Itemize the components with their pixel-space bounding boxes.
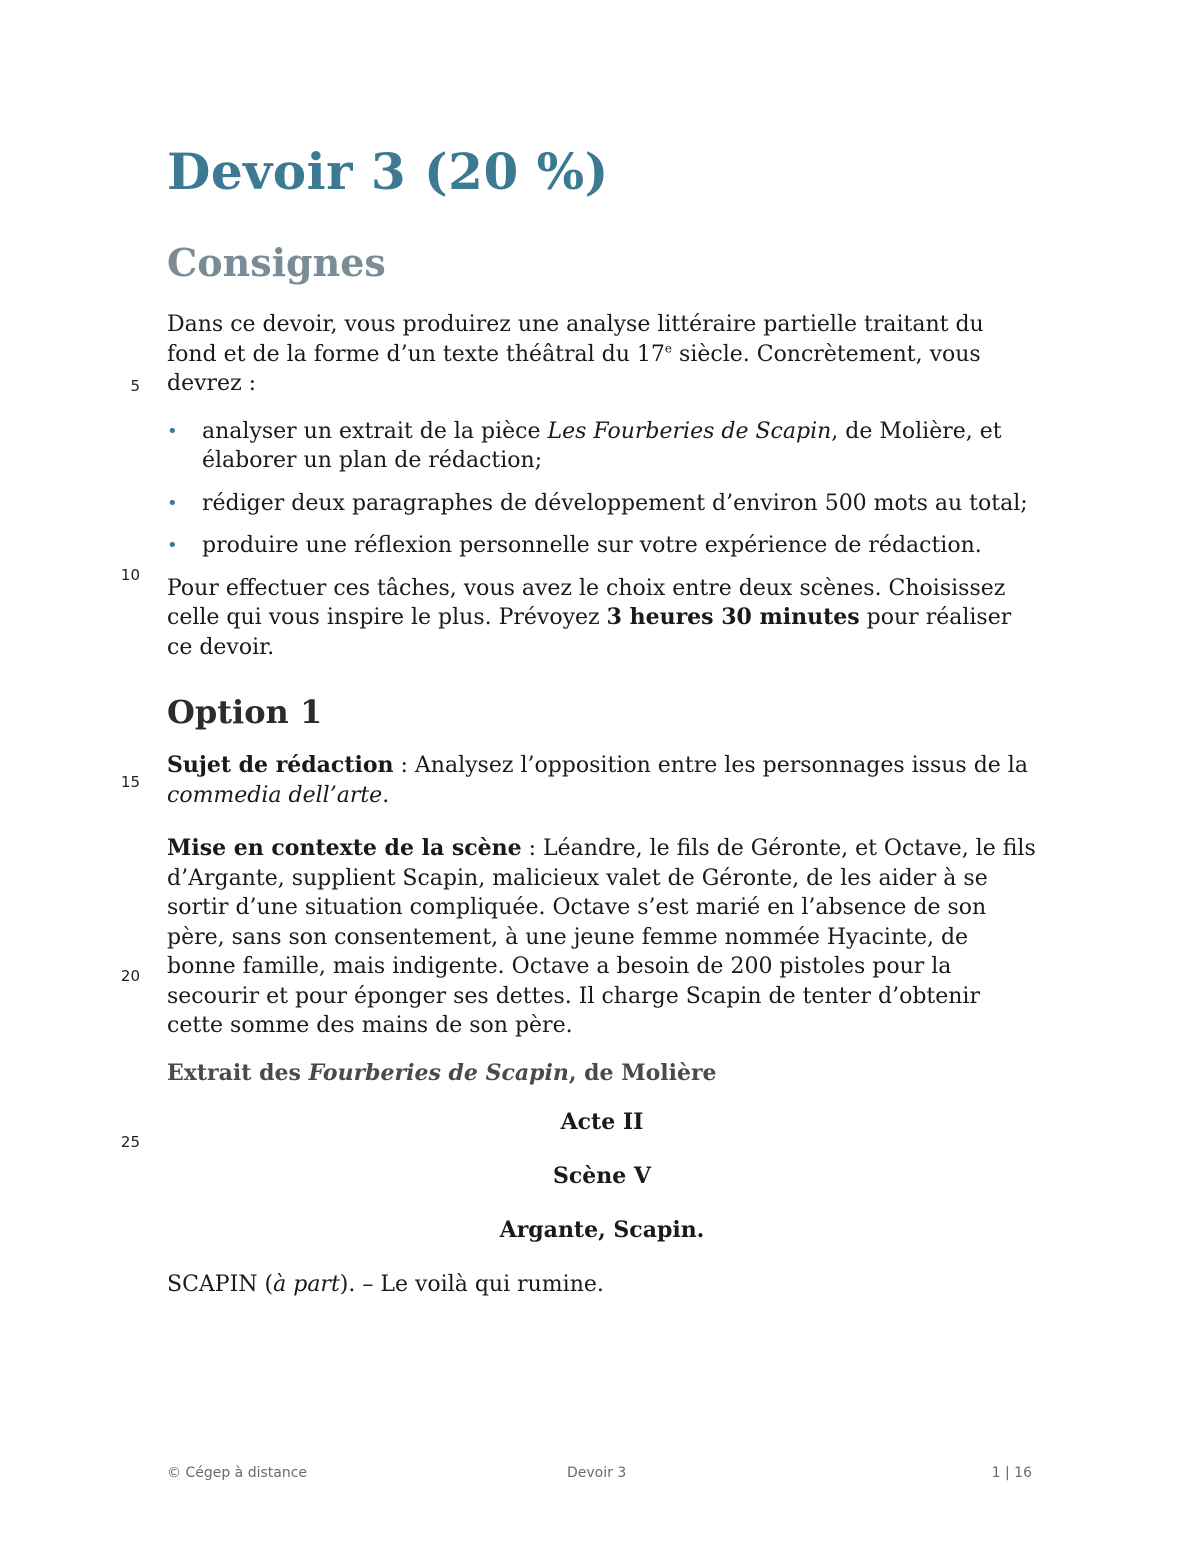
document-body [167,140,1037,1299]
intro-paragraph: Dans ce devoir, vous produirez une analyse littéraire partielle traitant du fond et de la forme d’un texte théâtral du 17e siècle. Concrètement, vous devrez : [167,312,984,396]
line-number: 15 [120,773,140,791]
extrait-heading: Extrait des Fourberies de Scapin, de Molière [167,1059,717,1086]
sujet-paragraph: Sujet de rédaction : Analysez l’opposition entre les personnages issus de la commedia dell’arte. [167,752,1028,808]
contexte-paragraph: Mise en contexte de la scène : Léandre, le fils de Géronte, et Octave, le fils d’Argante, supplient Scapin, malicieux valet de Géronte, de les aider à se sortir d’une situation compliquée. Octave s’est marié en l’absence de son père, sans son consentement, à une jeune femme nommée Hyacinte, de bonne famille, mais indigente. Octave a besoin de 200 pistoles pour la secourir et pour éponger ses dettes. Il charge Scapin de tenter d’obtenir cette somme des mains de son père. [167,835,1036,1038]
characters-heading: Argante, Scapin. [499,1216,705,1243]
footer-doc-title: Devoir 3 [567,1465,627,1481]
choice-paragraph: Pour effectuer ces tâches, vous avez le choix entre deux scènes. Choisissez celle qui vous inspire le plus. Prévoyez 3 heures 30 minutes pour réaliser ce devoir. [167,575,1012,660]
section-heading-consignes: Consignes [167,240,386,285]
list-item: • produire une réflexion personnelle sur votre expérience de rédaction. [167,531,1037,561]
option-heading: Option 1 [167,693,323,731]
line-number: 10 [120,566,140,584]
line-number: 5 [130,377,140,395]
line-number: 25 [120,1133,140,1151]
bullet-icon: • [167,420,178,442]
list-item: • analyser un extrait de la pièce Les Fourberies de Scapin, de Molière, et élaborer un plan de rédaction; [167,418,1002,473]
footer-copyright: © Cégep à distance [167,1465,308,1481]
bullet-icon: • [167,492,178,514]
scene-heading: Scène V [552,1162,651,1189]
dialogue-line: SCAPIN (à part). – Le voilà qui rumine. [167,1271,604,1297]
line-number: 20 [120,967,140,985]
acte-heading: Acte II [560,1108,644,1135]
bullet-icon: • [167,535,178,556]
task-list [167,417,1037,561]
footer-page-number: 1 | 16 [991,1465,1032,1481]
page-title: Devoir 3 (20 %) [167,142,609,201]
list-item: • rédiger deux paragraphes de développement d’environ 500 mots au total; [167,489,1037,519]
